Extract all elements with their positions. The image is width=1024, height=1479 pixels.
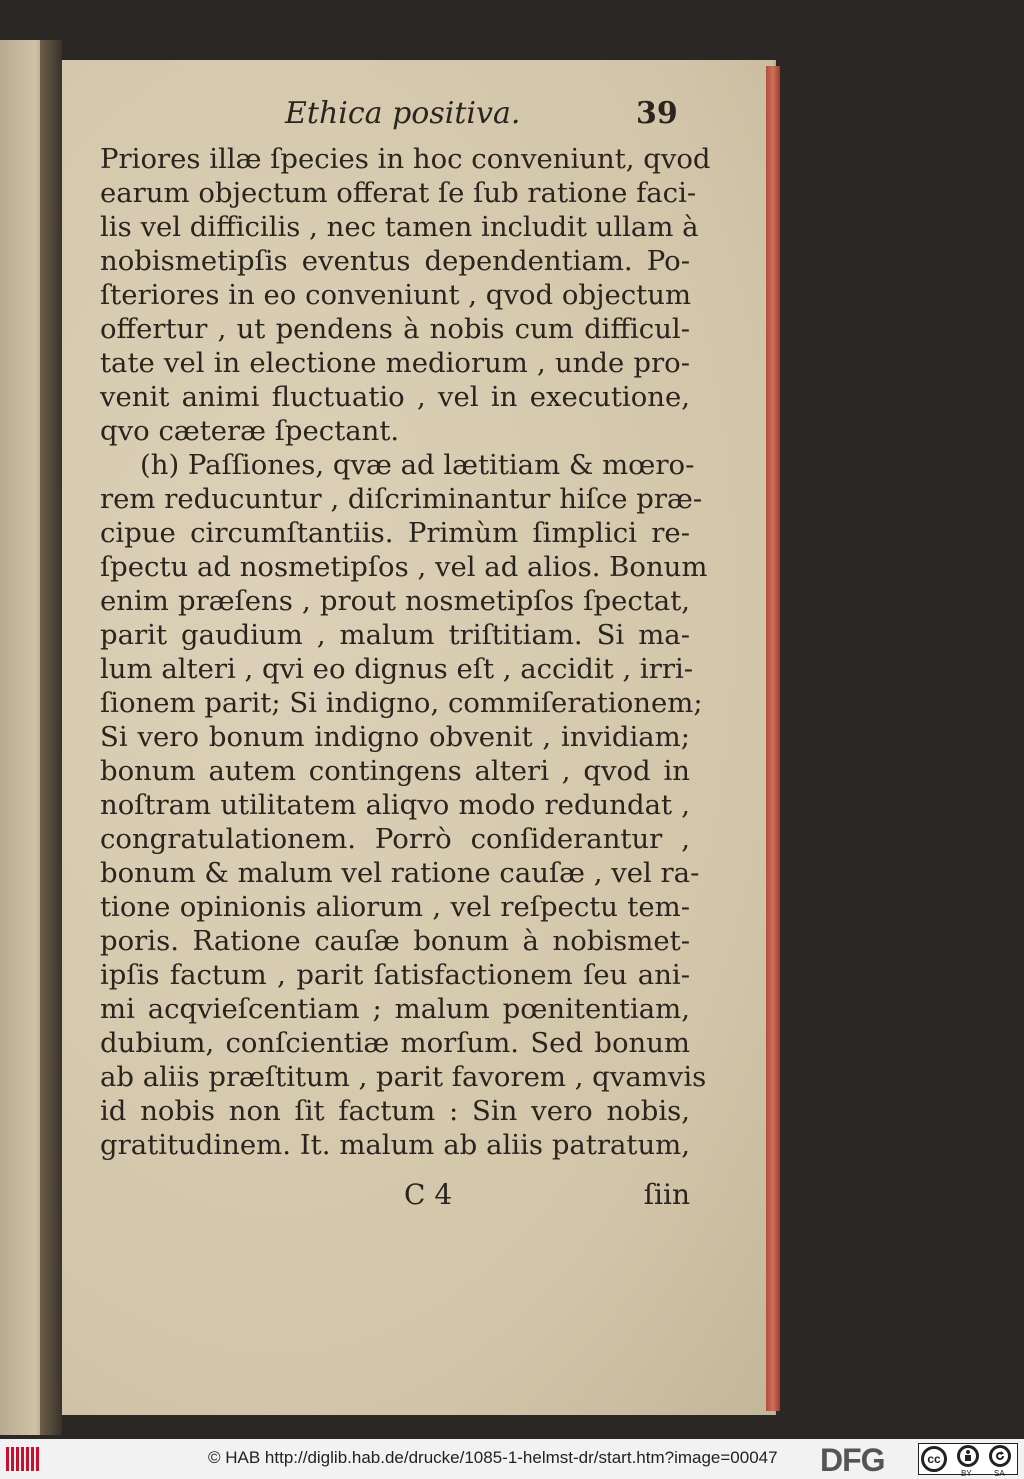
text-line: poris. Ratione cauſæ bonum à nobismet- [100,925,690,957]
text-line: bonum autem contingens alteri , qvod in [100,755,690,787]
by-label: BY [961,1469,972,1478]
text-line: nobismetipſis eventus dependentiam. Po- [100,245,690,277]
text-line: offertur , ut pendens à nobis cum difficul- [100,313,690,345]
text-line: lis vel difficilis , nec tamen includit ullam à [100,211,699,243]
text-line: mi acqvieſcentiam ; malum pœnitentiam, [100,993,690,1025]
copyright-link[interactable]: © HAB http://diglib.hab.de/drucke/1085-1-helmst-dr/start.htm?image=00047 [208,1448,778,1467]
cc-license-badge[interactable] [918,1443,1018,1478]
page-number: 39 [636,96,678,131]
signature-mark: C 4 [404,1178,453,1211]
text-line: ab aliis præſtitum , parit favorem , qvamvis [100,1061,707,1093]
text-line: lum alteri , qvi eo dignus eſt , accidit , irri- [100,653,694,685]
text-line: Si vero bonum indigno obvenit , invidiam; [100,721,690,753]
dfg-logo: DFG [820,1442,885,1478]
text-line: enim præſens , prout nosmetipſos ſpectat, [100,585,690,617]
text-line: gratitudinem. It. malum ab aliis patratum, [100,1129,690,1161]
text-line: tione opinionis aliorum , vel reſpectu tem- [100,891,690,923]
text-line: ſteriores in eo conveniunt , qvod objectum [100,279,692,311]
page-footer [100,1178,690,1218]
cc-icon: cc [921,1446,947,1472]
book-gutter [40,40,62,1435]
text-line: tate vel in electione mediorum , unde pro- [100,347,690,379]
text-line: parit gaudium , malum triſtitiam. Si ma- [100,619,690,651]
text-line: rem reducuntur , diſcriminantur hiſce præ- [100,483,703,515]
text-line: noſtram utilitatem aliqvo modo redundat , [100,789,690,821]
text-line: dubium, conſcientiæ morſum. Sed bonum [100,1027,690,1059]
text-line: cipue circumſtantiis. Primùm ſimplici re- [100,517,690,549]
text-line: ſpectu ad nosmetipſos , vel ad alios. Bonum [100,551,708,583]
text-line: ipſis factum , parit ſatisfactionem ſeu ani- [100,959,690,991]
text-line: earum objectum offerat ſe ſub ratione faci- [100,177,697,209]
text-line: venit animi fluctuatio , vel in executione, [100,381,690,413]
red-page-edge [766,66,780,1411]
catchword: ſiin [643,1178,690,1211]
text-line: congratulationem. Porrò conſiderantur , [100,823,690,855]
running-head [0,96,1024,136]
text-line: ſionem parit; Si indigno, commiſerationem; [100,687,703,719]
viewer-footer-bar [0,1439,1024,1479]
text-line: bonum & malum vel ratione cauſæ , vel ra- [100,857,700,889]
text-line: Priores illæ ſpecies in hoc conveniunt, qvod [100,143,711,175]
text-line: (h) Paſſiones, qvæ ad lætitiam & mœro- [140,449,695,481]
running-head-title: Ethica positiva. [285,96,521,131]
text-line: id nobis non ſit factum : Sin vero nobis, [100,1095,690,1127]
by-icon [957,1445,979,1467]
sa-label: SA [994,1469,1005,1478]
sa-icon [989,1445,1011,1467]
barcode-icon [6,1447,40,1471]
body-text [100,142,711,1162]
text-line: qvo cæteræ ſpectant. [100,415,400,447]
